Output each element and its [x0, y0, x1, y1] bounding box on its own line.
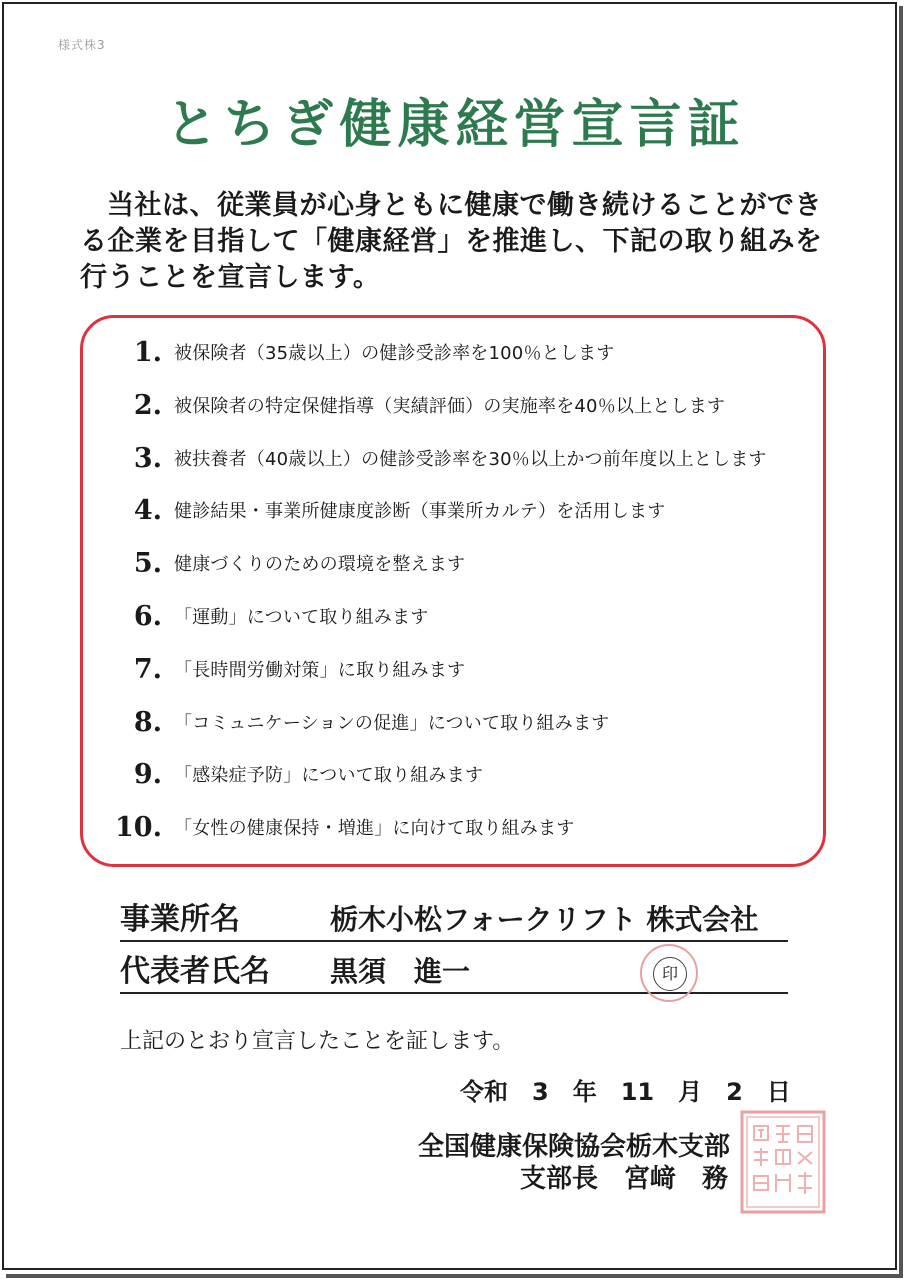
commitment-text: 「運動」について取り組みます	[174, 607, 429, 628]
company-row	[120, 896, 788, 942]
commitment-text: 「女性の健康保持・増進」に向けて取り組みます	[174, 818, 575, 839]
representative-label: 代表者氏名	[120, 954, 270, 989]
commitment-number: 9.	[133, 758, 162, 790]
representative-name: 黒須 進一	[330, 955, 471, 988]
intro-paragraph	[80, 188, 840, 296]
company-label: 事業所名	[120, 902, 240, 937]
commitment-number: 10.	[115, 811, 162, 843]
intro-line-1: 当社は、従業員が心身ともに健康で働き続けることができ	[107, 190, 822, 221]
commitment-number: 4.	[133, 494, 162, 526]
commitment-number: 8.	[133, 706, 162, 738]
commitment-item	[100, 596, 820, 636]
intro-line-2: る企業を目指して「健康経営」を推進し、下記の取り組みを	[80, 226, 823, 257]
commitment-item	[100, 438, 820, 478]
commitment-text: 被扶養者（40歳以上）の健診受診率を30％以上かつ前年度以上とします	[174, 449, 767, 470]
issuer-organization: 全国健康保険協会栃木支部	[418, 1132, 731, 1162]
commitment-item	[100, 649, 820, 689]
commitment-number: 3.	[133, 442, 162, 474]
commitment-text: 健康づくりのための環境を整えます	[174, 554, 466, 575]
commitment-item	[100, 332, 820, 372]
commitment-number: 2.	[133, 389, 162, 421]
commitment-text: 「長時間労働対策」に取り組みます	[174, 660, 466, 681]
commitment-item	[100, 385, 820, 425]
commitment-number: 1.	[133, 336, 162, 368]
commitment-item	[100, 754, 820, 794]
commitment-number: 5.	[133, 547, 162, 579]
personal-seal-stamp	[640, 944, 698, 1002]
commitment-text: 被保険者の特定保健指導（実績評価）の実施率を40％以上とします	[174, 396, 726, 417]
company-name: 栃木小松フォークリフト 株式会社	[330, 903, 759, 936]
issuer-title-name: 支部長 宮﨑 務	[520, 1164, 729, 1194]
commitment-number: 7.	[133, 653, 162, 685]
commitment-item	[100, 807, 820, 847]
commitment-text: 「コミュニケーションの促進」について取り組みます	[174, 713, 610, 734]
commitment-text: 健診結果・事業所健康度診断（事業所カルテ）を活用します	[174, 501, 666, 522]
certification-statement: 上記のとおり宣言したことを証します。	[120, 1029, 515, 1054]
form-number: 様式株3	[58, 38, 106, 52]
official-seal-icon	[740, 1110, 826, 1214]
issue-date: 令和 3 年 11 月 2 日	[460, 1078, 791, 1106]
commitment-item	[100, 490, 820, 530]
commitment-item	[100, 543, 820, 583]
commitment-number: 6.	[133, 600, 162, 632]
certificate-title: とちぎ健康経営宣言証	[165, 95, 746, 155]
commitment-text: 「感染症予防」について取り組みます	[174, 765, 484, 786]
commitment-item	[100, 702, 820, 742]
intro-line-3: 行うことを宣言します。	[80, 262, 381, 293]
commitment-text: 被保険者（35歳以上）の健診受診率を100％とします	[174, 343, 615, 364]
seal-mark: 印	[653, 957, 687, 991]
